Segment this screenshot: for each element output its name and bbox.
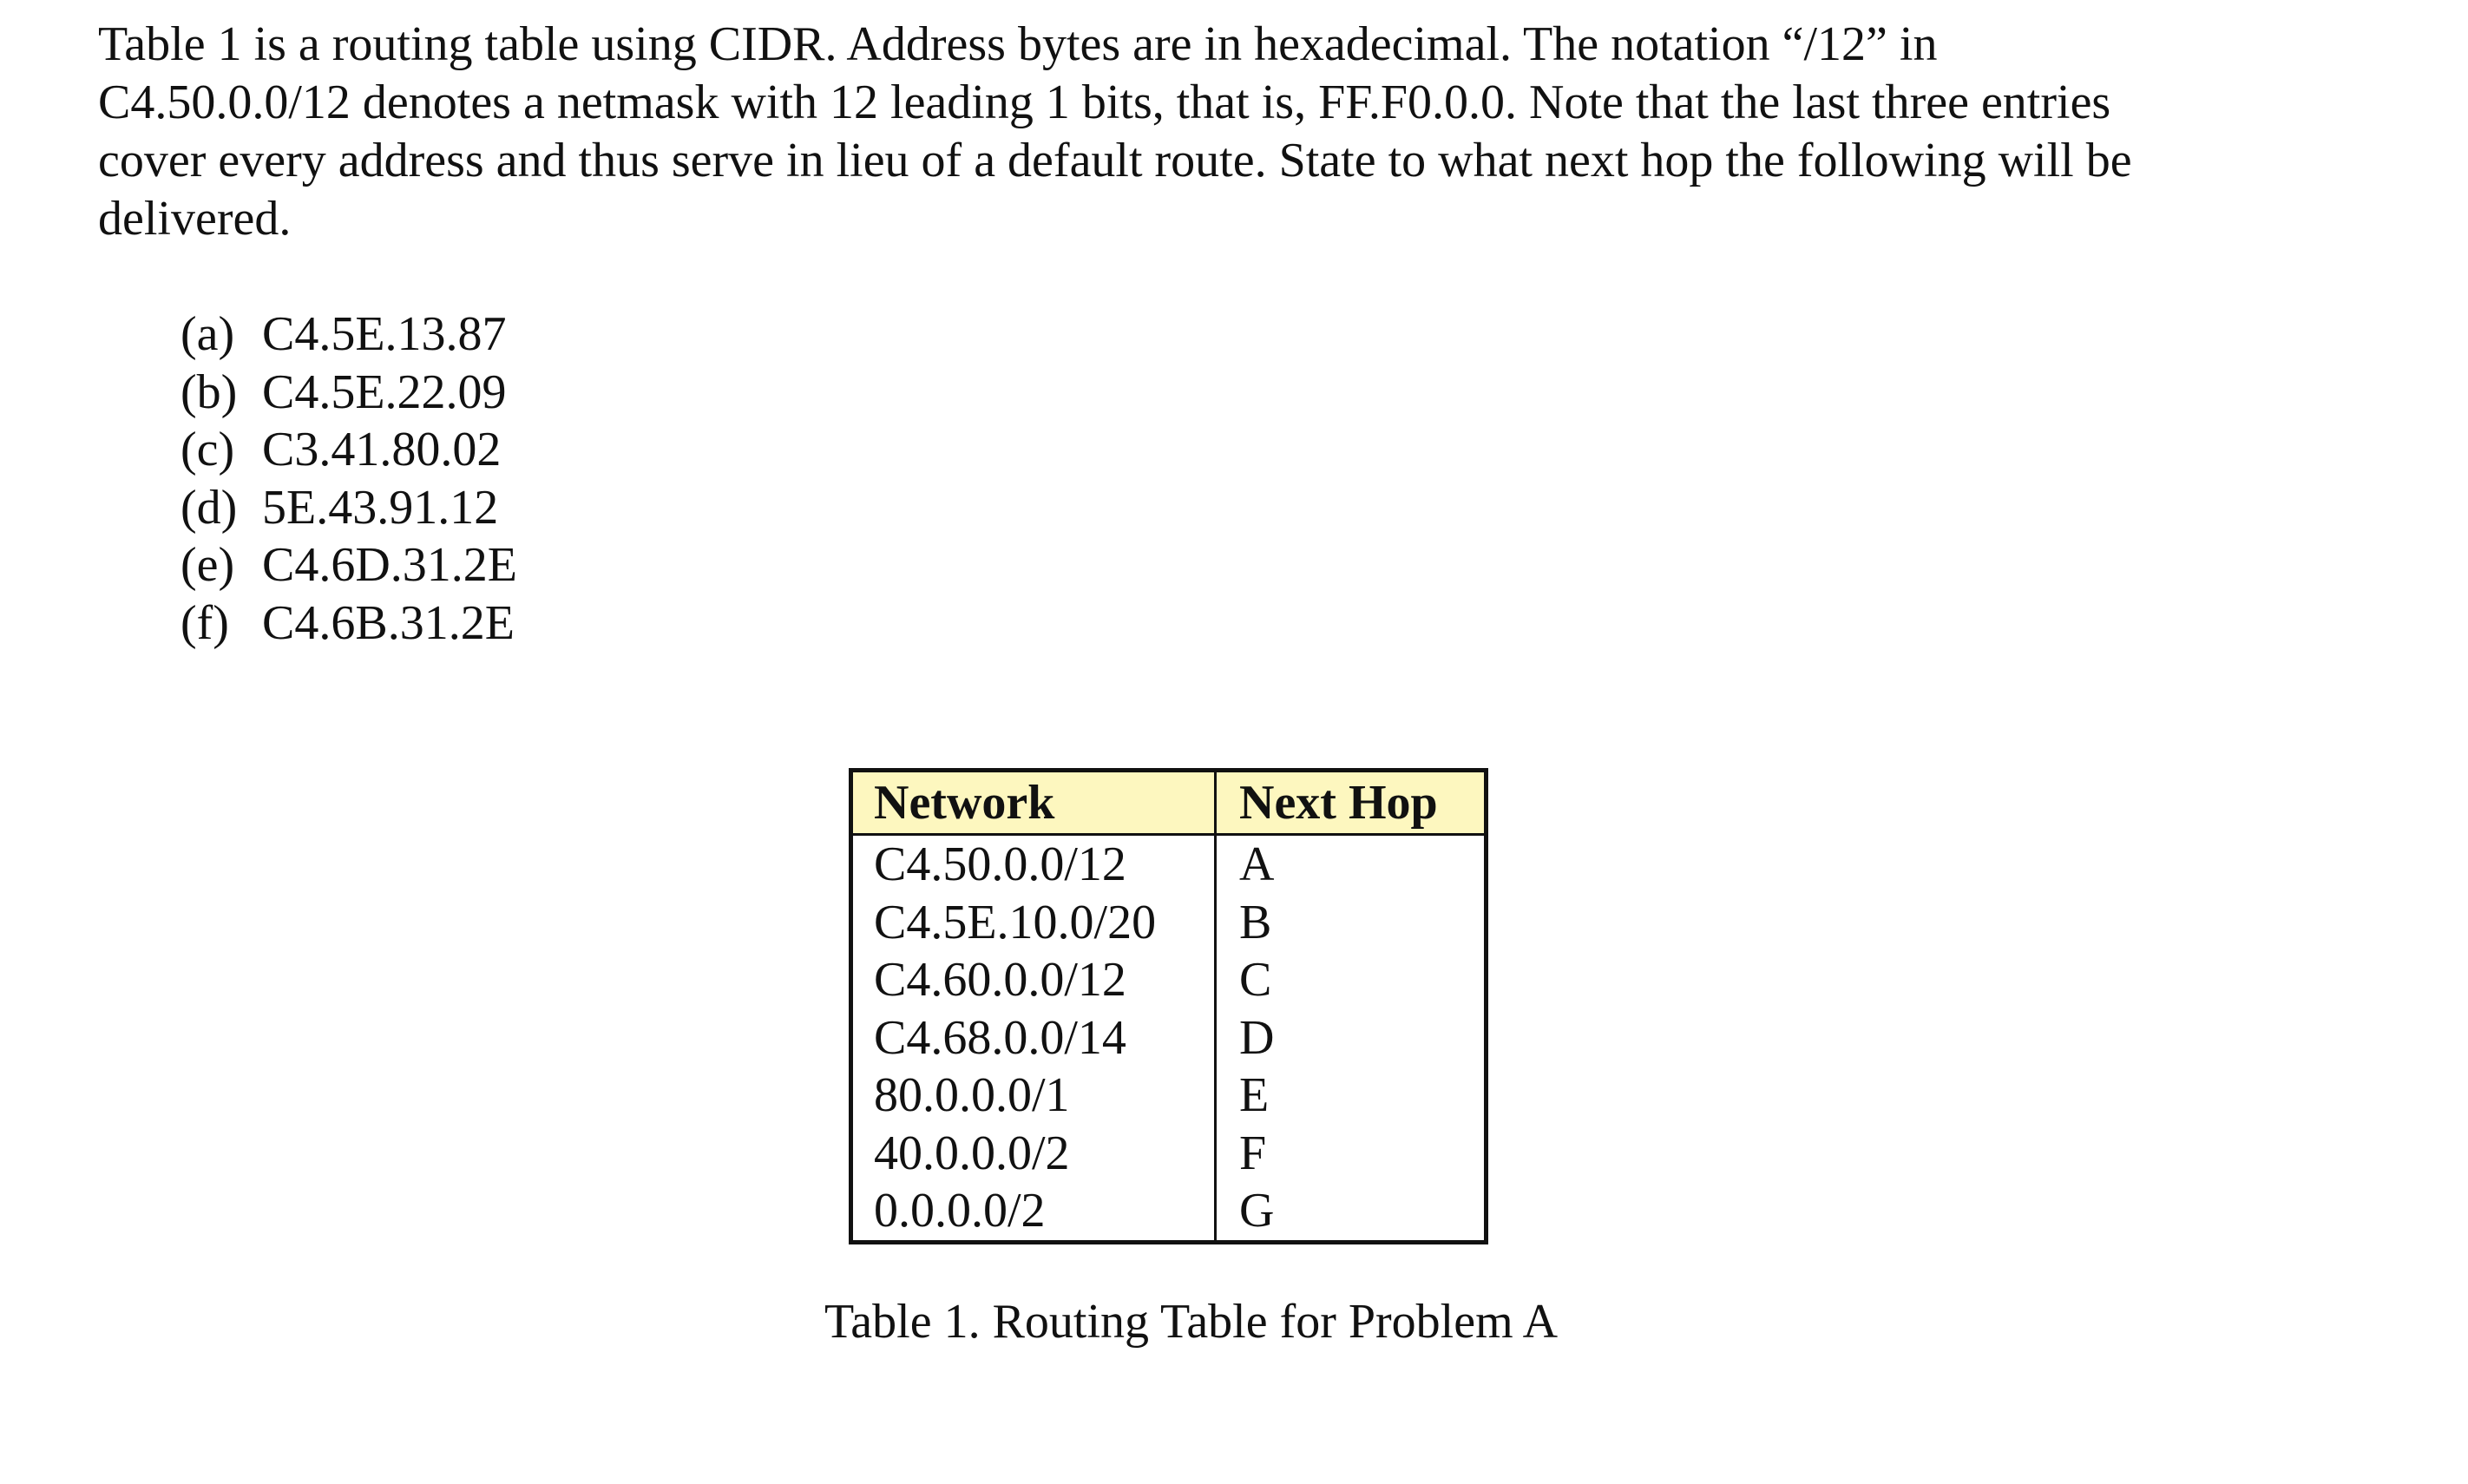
question-address: C4.6B.31.2E [262,595,515,650]
next-hop-cell: C [1216,951,1487,1009]
problem-statement [98,16,2372,248]
network-cell: C4.68.0.0/14 [851,1009,1216,1067]
question-address: C4.5E.22.09 [262,364,507,419]
problem-statement-line: C4.50.0.0/12 denotes a netmask with 12 leading 1 bits, that is, FF.F0.0.0. Note that the last three entries [98,76,2111,129]
next-hop-cell: D [1216,1009,1487,1067]
next-hop-cell: A [1216,835,1487,894]
network-cell: 40.0.0.0/2 [851,1125,1216,1183]
question-list [181,305,517,652]
routing-table-body [851,835,1487,1243]
problem-statement-line: Table 1 is a routing table using CIDR. Address bytes are in hexadecimal. The notation “/12” in [98,17,1938,71]
table-caption: Table 1. Routing Table for Problem A [824,1295,1559,1349]
table-row [851,1067,1487,1125]
question-address: C4.6D.31.2E [262,538,517,592]
network-cell: C4.5E.10.0/20 [851,894,1216,952]
routing-table-header [851,771,1487,835]
network-cell: 80.0.0.0/1 [851,1067,1216,1125]
question-label: (b) [181,364,238,419]
network-cell: 0.0.0.0/2 [851,1182,1216,1242]
table-row [851,1182,1487,1242]
question-item [181,479,517,537]
question-label: (c) [181,423,235,476]
question-address: 5E.43.91.12 [262,480,499,535]
table-row [851,894,1487,952]
routing-table [849,768,1488,1244]
network-column-header: Network [851,771,1216,835]
table-row [851,1125,1487,1183]
table-row [851,1009,1487,1067]
network-cell: C4.60.0.0/12 [851,951,1216,1009]
question-item [181,594,517,653]
question-item [181,536,517,594]
question-item [181,421,517,479]
next-hop-cell: G [1216,1182,1487,1242]
question-label: (d) [181,480,238,535]
question-label: (a) [181,307,235,361]
question-item [181,305,517,364]
next-hop-cell: F [1216,1125,1487,1183]
network-cell: C4.50.0.0/12 [851,835,1216,894]
table-header-row [851,771,1487,835]
table-row [851,835,1487,894]
next-hop-cell: E [1216,1067,1487,1125]
next-hop-cell: B [1216,894,1487,952]
next-hop-column-header: Next Hop [1216,771,1487,835]
question-address: C3.41.80.02 [262,423,502,476]
table-row [851,951,1487,1009]
question-label: (f) [181,595,229,650]
problem-statement-line: delivered. [98,192,292,246]
question-label: (e) [181,538,235,592]
question-item [181,364,517,422]
question-address: C4.5E.13.87 [262,307,507,361]
problem-statement-line: cover every address and thus serve in lieu of a default route. State to what next hop the following will be [98,134,2132,187]
